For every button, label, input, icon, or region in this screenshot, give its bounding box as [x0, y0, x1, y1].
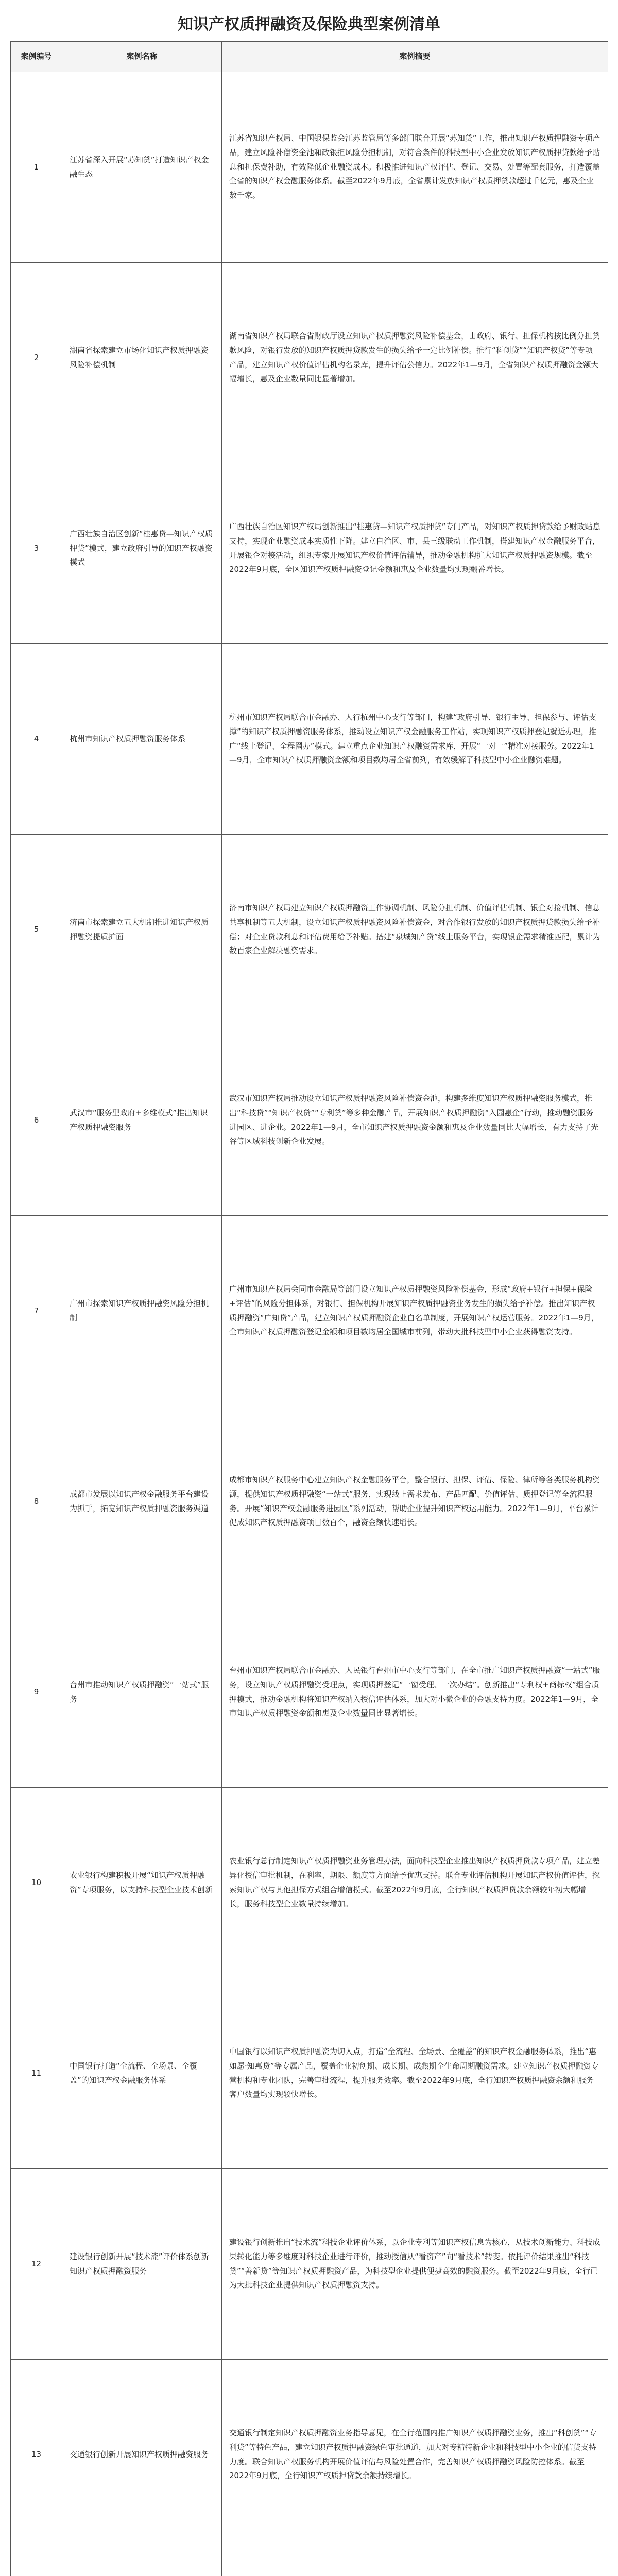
case-name-cell: 湖南省探索建立市场化知识产权质押融资风险补偿机制	[62, 263, 222, 453]
table-row	[11, 453, 608, 644]
case-number-cell: 4	[11, 644, 62, 835]
table-row	[11, 2169, 608, 2360]
case-name-cell: 台州市推动知识产权质押融资“一站式”服务	[62, 1597, 222, 1788]
case-summary-cell: 江苏省知识产权局、中国银保监会江苏监管局等多部门联合开展“苏知贷”工作，推出知识产权质押融资专项产品，建立风险补偿资金池和政银担风险分担机制，对符合条件的科技型中小企业发放知识产权质押贷款给予贴息和担保费补助，有效降低企业融资成本。积极推进知识产权评估、登记、交易、处置等配套服务，打造覆盖全省的知识产权金融服务体系。截至2022年9月底，全省累计发放知识产权质押贷款超过千亿元，惠及企业数千家。	[222, 72, 608, 263]
case-number-cell: 12	[11, 2169, 62, 2360]
case-summary-cell: 建设银行创新推出“技术流”科技企业评价体系，以企业专利等知识产权信息为核心，从技术创新能力、科技成果转化能力等多维度对科技企业进行评价，推动授信从“看资产”向“看技术”转变。依托评价结果推出“科技贷”“善新贷”等知识产权质押融资产品，为科技型企业提供便捷高效的融资服务。截至2022年9月底，全行已为大批科技企业提供知识产权质押融资支持。	[222, 2169, 608, 2360]
case-name-cell: 建设银行创新开展“技术流”评价体系创新知识产权质押融资服务	[62, 2169, 222, 2360]
case-table	[10, 41, 608, 2576]
table-row	[11, 263, 608, 453]
case-name-cell	[62, 2550, 222, 2576]
table-row	[11, 1978, 608, 2169]
case-summary-cell: 农业银行总行制定知识产权质押融资业务管理办法，面向科技型企业推出知识产权质押贷款专项产品，建立差异化授信审批机制，在利率、期限、额度等方面给予优惠支持。联合专业评估机构开展知识产权价值评估，探索知识产权与其他担保方式组合增信模式。截至2022年9月底，全行知识产权质押贷款余额较年初大幅增长，服务科技型企业数量持续增加。	[222, 1788, 608, 1978]
case-number-cell: 3	[11, 453, 62, 644]
table-row	[11, 1216, 608, 1406]
case-name-cell: 交通银行创新开展知识产权质押融资服务	[62, 2360, 222, 2550]
case-summary-cell: 济南市知识产权局建立知识产权质押融资工作协调机制、风险分担机制、价值评估机制、银企对接机制、信息共享机制等五大机制，设立知识产权质押融资风险补偿资金，对合作银行发放的知识产权质押贷款损失给予补偿；对企业贷款利息和评估费用给予补贴。搭建“泉城知产贷”线上服务平台，实现银企需求精准匹配，累计为数百家企业解决融资需求。	[222, 835, 608, 1025]
case-number-cell: 7	[11, 1216, 62, 1406]
table-header-row	[11, 42, 608, 72]
table-row	[11, 1788, 608, 1978]
table-row	[11, 72, 608, 263]
case-number-cell: 6	[11, 1025, 62, 1216]
case-summary-cell: 交通银行制定知识产权质押融资业务指导意见，在全行范围内推广知识产权质押融资业务，推出“科创贷”“专利贷”等特色产品，建立知识产权质押融资绿色审批通道，加大对专精特新企业和科技型中小企业的信贷支持力度。联合知识产权服务机构开展价值评估与风险处置合作，完善知识产权质押融资风险防控体系。截至2022年9月底，全行知识产权质押贷款余额持续增长。	[222, 2360, 608, 2550]
case-number-cell: 9	[11, 1597, 62, 1788]
case-name-cell: 杭州市知识产权质押融资服务体系	[62, 644, 222, 835]
table-row	[11, 1025, 608, 1216]
case-summary-cell: 武汉市知识产权局推动设立知识产权质押融资风险补偿资金池，构建多维度知识产权质押融资服务模式，推出“科技贷”“知识产权贷”“专利贷”等多种金融产品，开展知识产权质押融资“入园惠企”行动，推动融资服务进园区、进企业。2022年1—9月，全市知识产权质押融资金额和惠及企业数量同比大幅增长，有力支持了光谷等区域科技创新企业发展。	[222, 1025, 608, 1216]
table-row	[11, 2360, 608, 2550]
case-summary-cell: 湖南省知识产权局联合省财政厅设立知识产权质押融资风险补偿基金，由政府、银行、担保机构按比例分担贷款风险，对银行发放的知识产权质押贷款发生的损失给予一定比例补偿。推行“科创贷”“知识产权贷”等专项产品，建立知识产权价值评估机构名录库，提升评估公信力。2022年1—9月，全省知识产权质押融资金额大幅增长，惠及企业数量同比显著增加。	[222, 263, 608, 453]
header-case-name: 案例名称	[62, 42, 222, 72]
case-name-cell: 济南市探索建立五大机制推进知识产权质押融资提质扩面	[62, 835, 222, 1025]
case-summary-cell: 广西壮族自治区知识产权局创新推出“桂惠贷—知识产权质押贷”专门产品，对知识产权质押贷款给予财政贴息支持，实现企业融资成本实质性下降。建立自治区、市、县三级联动工作机制，搭建知识产权金融服务平台，开展银企对接活动，组织专家开展知识产权价值评估辅导，推动金融机构扩大知识产权质押融资规模。截至2022年9月底，全区知识产权质押融资登记金额和惠及企业数量均实现翻番增长。	[222, 453, 608, 644]
header-case-number: 案例编号	[11, 42, 62, 72]
document-title: 知识产权质押融资及保险典型案例清单	[178, 15, 440, 33]
table-row	[11, 1406, 608, 1597]
case-name-cell: 农业银行构建积极开展“知识产权质押融资”专项服务，以支持科技型企业技术创新	[62, 1788, 222, 1978]
case-summary-cell	[222, 2550, 608, 2576]
case-number-cell: 2	[11, 263, 62, 453]
case-number-cell: 13	[11, 2360, 62, 2550]
case-name-cell: 中国银行打造“全流程、全场景、全覆盖”的知识产权金融服务体系	[62, 1978, 222, 2169]
case-name-cell: 武汉市“服务型政府+多维模式”推出知识产权质押融资服务	[62, 1025, 222, 1216]
table-row	[11, 2550, 608, 2576]
case-summary-cell: 中国银行以知识产权质押融资为切入点，打造“全流程、全场景、全覆盖”的知识产权金融服务体系，推出“惠如愿·知惠贷”等专属产品，覆盖企业初创期、成长期、成熟期全生命周期融资需求。建立知识产权质押融资专营机构和专业团队，完善审批流程，提升服务效率。截至2022年9月底，全行知识产权质押融资余额和服务客户数量均实现较快增长。	[222, 1978, 608, 2169]
case-name-cell: 广西壮族自治区创新“桂惠贷—知识产权质押贷”模式，建立政府引导的知识产权融资模式	[62, 453, 222, 644]
case-summary-cell: 台州市知识产权局联合市金融办、人民银行台州市中心支行等部门，在全市推广知识产权质押融资“一站式”服务，设立知识产权质押融资受理点，实现质押登记“一窗受理、一次办结”。创新推出“专利权+商标权”组合质押模式，推动金融机构将知识产权纳入授信评估体系，加大对小微企业的金融支持力度。2022年1—9月，全市知识产权质押融资金额和惠及企业数量同比显著增长。	[222, 1597, 608, 1788]
case-name-cell: 江苏省深入开展“苏知贷”打造知识产权金融生态	[62, 72, 222, 263]
case-number-cell: 11	[11, 1978, 62, 2169]
case-summary-cell: 广州市知识产权局会同市金融局等部门设立知识产权质押融资风险补偿基金，形成“政府+银行+担保+保险+评估”的风险分担体系，对银行、担保机构开展知识产权质押融资业务发生的损失给予补偿。推出知识产权质押融资“广知贷”产品，建立知识产权质押融资企业白名单制度，开展知识产权运营服务。2022年1—9月，全市知识产权质押融资登记金额和项目数均居全国城市前列，带动大批科技型中小企业获得融资支持。	[222, 1216, 608, 1406]
table-row	[11, 644, 608, 835]
header-case-summary: 案例摘要	[222, 42, 608, 72]
case-name-cell: 成都市发展以知识产权金融服务平台建设为抓手，拓宽知识产权质押融资服务渠道	[62, 1406, 222, 1597]
case-summary-cell: 杭州市知识产权局联合市金融办、人行杭州中心支行等部门，构建“政府引导、银行主导、担保参与、评估支撑”的知识产权质押融资服务体系，推动设立知识产权金融服务工作站，实现知识产权质押登记就近办理，推广“线上登记、全程网办”模式。建立重点企业知识产权融资需求库，开展“一对一”精准对接服务。2022年1—9月，全市知识产权质押融资金额和项目数均居全省前列，有效缓解了科技型中小企业融资难题。	[222, 644, 608, 835]
case-name-cell: 广州市探索知识产权质押融资风险分担机制	[62, 1216, 222, 1406]
case-number-cell: 10	[11, 1788, 62, 1978]
case-number-cell	[11, 2550, 62, 2576]
case-number-cell: 1	[11, 72, 62, 263]
table-row	[11, 835, 608, 1025]
case-table-body	[11, 72, 608, 2576]
case-number-cell: 5	[11, 835, 62, 1025]
case-summary-cell: 成都市知识产权服务中心建立知识产权金融服务平台，整合银行、担保、评估、保险、律所等各类服务机构资源，提供知识产权质押融资“一站式”服务，实现线上需求发布、产品匹配、价值评估、质押登记等全流程服务。开展“知识产权金融服务进园区”系列活动，帮助企业提升知识产权运用能力。2022年1—9月，平台累计促成知识产权质押融资项目数百个，融资金额快速增长。	[222, 1406, 608, 1597]
table-row	[11, 1597, 608, 1788]
case-number-cell: 8	[11, 1406, 62, 1597]
